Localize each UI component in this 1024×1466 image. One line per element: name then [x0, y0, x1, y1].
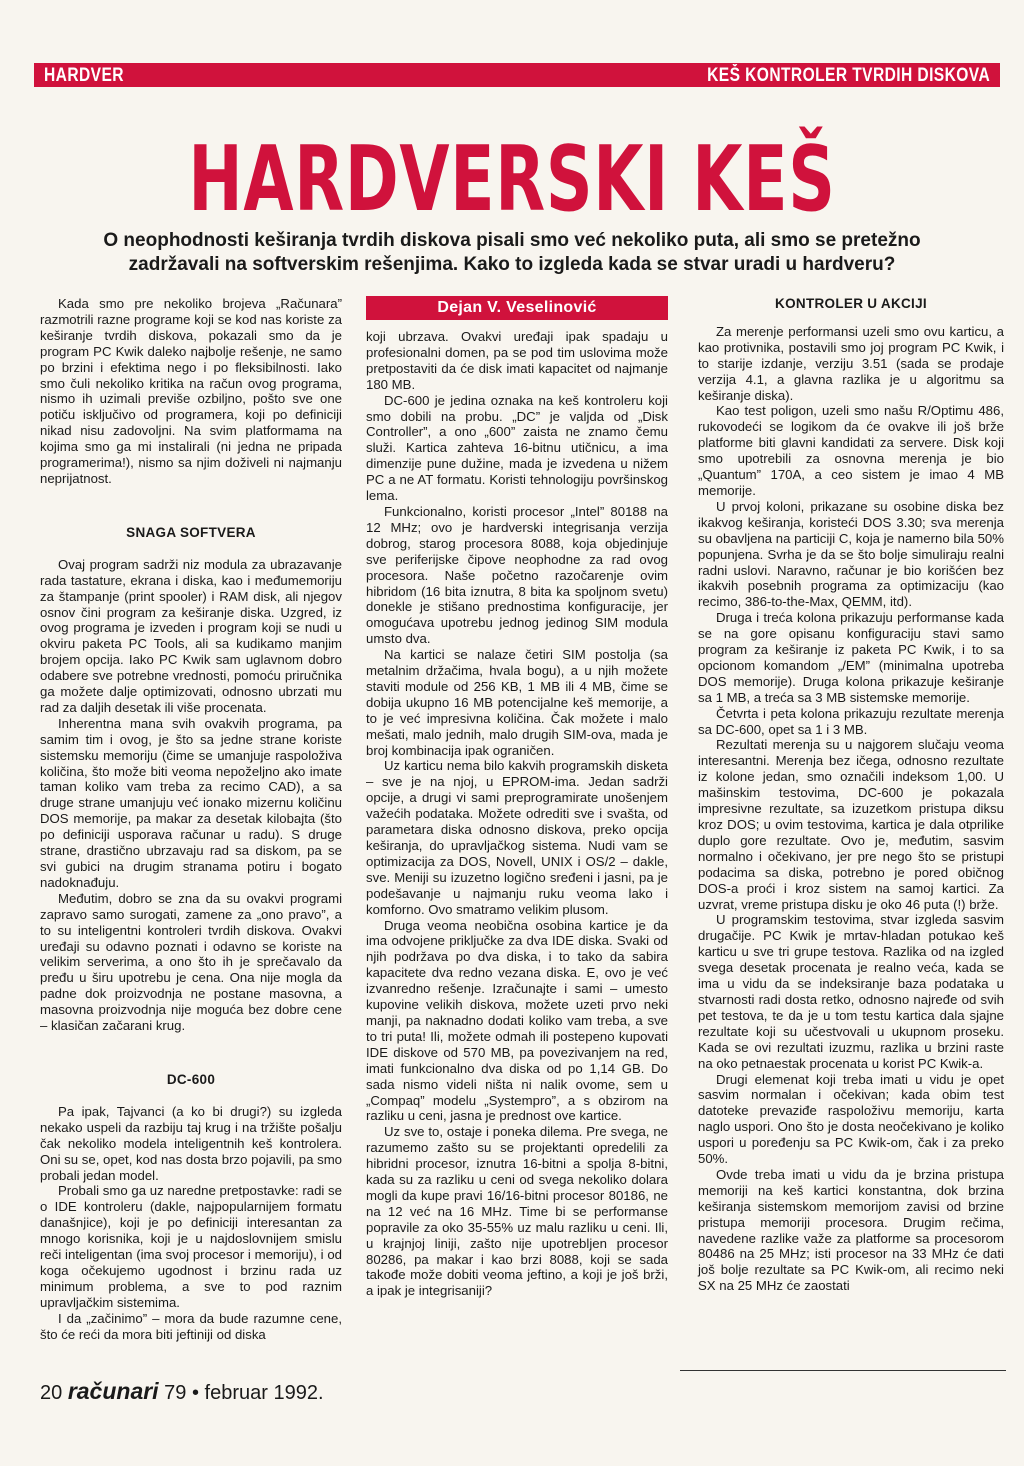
paragraph: Inherentna mana svih ovakvih programa, pa samim tim i ovog, je što sa jedne strane koriste sistemsku memoriju (čime se umanjuje raspoloživa količina, što može biti veoma nepoželjno ako imate taman koliko vam treba za recimo CAD), a sa druge strane umanjuju već ionako mizernu količinu DOS memorije, pa makar za desetak kilobajta (što po definiciji usporava računar u radu). S druge strane, drastično ubrzavaju rad sa diskom, pa se svi gubici na drugim stranama potiru i bogato nadoknađuju.	[40, 715, 342, 890]
page-number: 20	[40, 1382, 63, 1404]
paragraph: Uz sve to, ostaje i poneka dilema. Pre svega, ne razumemo zašto su se projektanti opredelili za hibridni procesor, iznutra 16-bitni a spolja 8-bitni, kada su za razliku u ceni od svega nekoliko dolara mogli da kupe pravi 16/16-bitni procesor 80186, ne na 12 već na 16 MHz. Time bi se performanse popravile za oko 35-55% uz malu razliku u ceni. Ili, u krajnjoj liniji, zašto nije upotrebljen procesor 80286, pa makar i kao brzi 8088, koji se sada takođe može dobiti veoma jeftino, a koji je još brži, a ipak je integrisaniji?	[366, 1124, 668, 1299]
paragraph: Druga i treća kolona prikazuju performanse kada se na gore opisanu konfiguraciju stavi samo program za keširanje iz paketa PC Kwik, i to sa opcionom komandom „/EM” (minimalna upotreba DOS memorije). Druga kolona prikazuje keširanje sa 1 MB, a treća sa 3 MB sistemske memorije.	[698, 610, 1004, 705]
section-heading: DC-600	[166, 1071, 216, 1087]
paragraph: U prvoj koloni, prikazane su osobine diska bez ikakvog keširanja, koristeći DOS 3.30; sva merenja su obavljena na particiji C, koja je namerno bila 50% popunjena. Svrha je da se što bolje simuliraju realni radni uslovi. Naravno, računar je bio korišćen bez ikakvih posebnih programa za optimizaciju (kao recimo, 386-to-the-Max, QEMM, itd).	[698, 498, 1004, 610]
paragraph: I da „začinimo” – mora da bude razumne cene, što će reći da mora biti jeftiniji od diska	[40, 1310, 342, 1342]
paragraph: Međutim, dobro se zna da su ovakvi programi zapravo samo surogati, zamene za „ono pravo”, a to su inteligentni kontroleri tvrdih diskova. Ovakvi uređaji su odavno poznati i odavno se koriste na velikim serverima, a ono što ih je sprečavalo da pređu u širu upotrebu je cena. Ona nije mogla da padne dok proizvodnja ne postane masovna, a masovna proizvodnja nije moguća bez dobre cene – klasičan začarani krug.	[40, 890, 342, 1034]
column-3	[698, 296, 1004, 1294]
paragraph: Funkcionalno, koristi procesor „Intel” 80188 na 12 MHz; ovo je hardverski integrisanja verzija dobrog, starog procesora 8088, koja objedinjuje sve periferijske čipove neophodne za rad ovog procesora. Naše početno razočarenje ovim hibridom (16 bita iznutra, 8 bita ka spoljnom svetu) donekle je stišano prednostima konfiguracije, jer omogućava upotrebu jednog jedinog SIM modula umsto dva.	[366, 503, 668, 647]
magazine-logo: računari	[67, 1378, 159, 1404]
paragraph: Pa ipak, Tajvanci (a ko bi drugi?) su izgleda nekako uspeli da razbiju taj krug i na tržište pošalju čak nekoliko modela inteligentnih keš kontrolera. Oni su se, opet, kod nas dosta brzo pojavili, pa smo probali jedan model.	[40, 1103, 343, 1183]
footer-rule	[680, 1370, 1006, 1371]
paragraph: DC-600 je jedina oznaka na keš kontroleru koji smo dobili na probu. „DC” je valjda od „Disk Controller”, a ono „600” zaista ne znamo čemu služi. Kartica zahteva 16-bitnu utičnicu, a ima dimenzije pune dužine, mada je izvedena u nižem PC a ne AT formatu. Koristi tehnologiju površinskog lema.	[366, 392, 668, 504]
section-heading: KONTROLER U AKCIJI	[775, 296, 927, 311]
paragraph: Za merenje performansi uzeli smo ovu karticu, a kao protivnika, postavili smo joj program PC Kwik, i to starije izdanje, verziju 3.51 (sada se prodaje verzija 4.1, a glavna razlika je u algoritmu sa keširanje diska).	[698, 323, 1004, 403]
author-byline: Dejan V. Veselinović	[366, 296, 668, 320]
topic-label: KEŠ KONTROLER TVRDIH DISKOVA	[707, 65, 990, 86]
paragraph: Druga veoma neobična osobina kartice je da ima odvojene priključke za dva IDE diska. Svaki od njih podržava po dva diska, i to tako da sabira kapacitete dva redno vezana diska. E, ovo je već izvanredno rešenje. Izračunajte i sami – umesto kupovine velikih diskova, možete uzeti prvo neki manji, pa naknadno dodati koliko vam treba, a sve to tri puta! Ili, možete odmah ili postepeno kupovati IDE diskove od 570 MB, pa povezivanjem na red, imati funkcionalno dva diska od po 1,14 GB. Do sada nismo videli ništa ni nalik ovome, sem u „Compaq” modelu „Systempro”, a s obzirom na razliku u ceni, jasna je prednost ove kartice.	[366, 917, 668, 1124]
paragraph: koji ubrzava. Ovakvi uređaji ipak spadaju u profesionalni domen, pa se pod tim uslovima može pretpostaviti da će disk imati kapacitet od najmanje 180 MB.	[366, 329, 668, 392]
paragraph: Uz karticu nema bilo kakvih programskih disketa – sve je na njoj, u EPROM-ima. Jedan sadrži opcije, a drugi vi sami preprogramirate unošenjem važećih podataka. Možete odrediti sve i svašta, od parametara diska odnosno diskova, preko opcija keširanja, do upravljačkog sistema. Nudi vam se optimizacija za DOS, Novell, UNIX i OS/2 – dakle, sve. Meniji su izuzetno logično sređeni i jasni, pa je podešavanje u najmanju ruku veoma lako i komforno. Ovo smatramo velikim plusom.	[366, 758, 668, 917]
bullet-separator: •	[191, 1382, 199, 1404]
paragraph: Drugi elemenat koji treba imati u vidu je opet sasvim normalan i očekivan; kada obim test datoteke prevaziđe raspoloživu memoriju, karta naglo uspori. Ono što je dosta neočekivano je koliko uspori u poređenju sa PC Kwik-om, čak i za preko 50%.	[698, 1071, 1004, 1167]
column-1	[40, 296, 342, 1342]
paragraph: Ovaj program sadrži niz modula za ubrazavanje rada tastature, ekrana i diska, kao i međumemoriju za štampanje (print spooler) i RAM disk, ali njegov osnov čini program za keširanje diska. Uzgred, iz ovog programa je izveden i program koji se nudi u okviru paketa PC Tools, ali sa kudikamo manjim brojem opcija. Iako PC Kwik sam uglavnom dobro odabere sve potrebne vrednosti, pomoću priručnika ga možete dalje optimizovati, odnosno ubrzati mu rad za daljih desetak ili više procenata.	[40, 556, 342, 715]
paragraph: Probali smo ga uz naredne pretpostavke: radi se o IDE kontroleru (dakle, najpopularnijem formatu današnjice), koji je po definiciji interesantan za mnogo korisnika, koji je u najdoslovnijem smislu reči inteligentan (ima svoj procesor i memoriju), i od koga očekujemo ugodnost i brzinu rada uz minimum problema, a sve to pod raznim upravljačkim sistemima.	[40, 1183, 342, 1310]
paragraph: Ovde treba imati u vidu da je brzina pristupa memoriji na keš kartici konstantna, dok brzina keširanja sistemskom memorijom zavisi od brzine pristupa memoriji procesora. Drugim rečima, navedene razlike važe za platforme sa procesorom 80486 na 25 MHz; isti procesor na 33 MHz će dati još bolje rezultate sa PC Kwik-om, ali recimo neki SX na 25 MHz će zaostati	[698, 1166, 1004, 1294]
page-footer	[40, 1379, 324, 1405]
column-2	[366, 329, 668, 1299]
section-heading: SNAGA SOFTVERA	[126, 524, 256, 540]
article-lead: O neophodnosti keširanja tvrdih diskova pisali smo već nekoliko puta, ali smo se pretežno zadržavali na softverskim rešenjima. Kako to izgleda kada se stvar uradi u hardveru?	[103, 230, 921, 275]
paragraph: U programskim testovima, stvar izgleda sasvim drugačije. PC Kwik je mrtav-hladan potukao keš karticu u sve tri grupe testova. Razlika od na izgled svega desetak procenata je realno veća, kada se ima u vidu da se indeksiranje baza podataka u stvarnosti radi dosta retko, odnosno najređe od svih pet testova, te da je u tom testu kartica dala sjajne rezultate koji su učestvovali u ukupnom proseku. Kada se ovi rezultati izuzmu, razlika u brzini raste na oko petnaestak procenata u korist PC Kwik-a.	[698, 912, 1004, 1071]
section-header-band	[34, 63, 1000, 87]
article-title: HARDVERSKI KEŠ	[188, 127, 836, 232]
section-label: HARDVER	[44, 65, 124, 86]
intro-paragraph: Kada smo pre nekoliko brojeva „Računara” razmotrili razne programe koji se kod nas koriste za keširanje tvrdih diskova, pokazali smo da je program PC Kwik daleko najbolje rešenje, ne samo po brzini i efektima nego i po fleksibilnosti. Iako smo čuli nekoliko kritika na račun ovog programa, nismo ih uzimali previše ozbiljno, pošto sve one potiču isključivo od programera, koji po definiciji nikad nisu zadovoljni. Na svim platformama na kojima smo ga mi instalirali (ni jedna ne pripada programerima!), nismo sa njim doživeli ni najmanju neprijatnost.	[40, 296, 342, 486]
issue-date: februar 1992.	[204, 1382, 324, 1404]
paragraph: Četvrta i peta kolona prikazuju rezultate merenja sa DC-600, opet sa 1 i 3 MB.	[698, 705, 1004, 737]
paragraph: Rezultati merenja su u najgorem slučaju veoma interesantni. Merenja bez ičega, odnosno rezultate iz kolone jedan, smo označili indeksom 1,00. U mašinskim testovima, DC-600 je pokazala impresivne rezultate, sa izuzetkom pristupa diksu kroz DOS; u ovim testovima, kartica je dala otprilike duplo gore rezultate. Ovo je, međutim, sasvim normalno i očekivano, jer pre nego što se pristupi podacima sa diska, potrebno je pored običnog DOS-a proći i kroz sistem na samoj kartici. Za uzvrat, vreme pristupa disku je oko 46 puta (!) brže.	[698, 737, 1004, 912]
issue-number: 79	[164, 1382, 187, 1404]
paragraph: Kao test poligon, uzeli smo našu R/Optimu 486, rukovodeći se logikom da će ovakve ili još brže platforme biti glavni kandidati za servere. Disk koji smo upotrebili za osnovna merenja je bio „Quantum” 170A, a ceo sistem je imao 4 MB memorije.	[698, 403, 1004, 498]
paragraph: Na kartici se nalaze četiri SIM postolja (sa metalnim držačima, hvala bogu), a u njih možete staviti module od 256 KB, 1 MB ili 4 MB, čime se dobija ukupno 16 MB potencijalne keš memorije, a to je već impresivna količina. Čak možete i malo mešati, malo jednih, malo drugih SIM-ova, mada je broj kombinacija ipak ograničen.	[366, 647, 668, 758]
